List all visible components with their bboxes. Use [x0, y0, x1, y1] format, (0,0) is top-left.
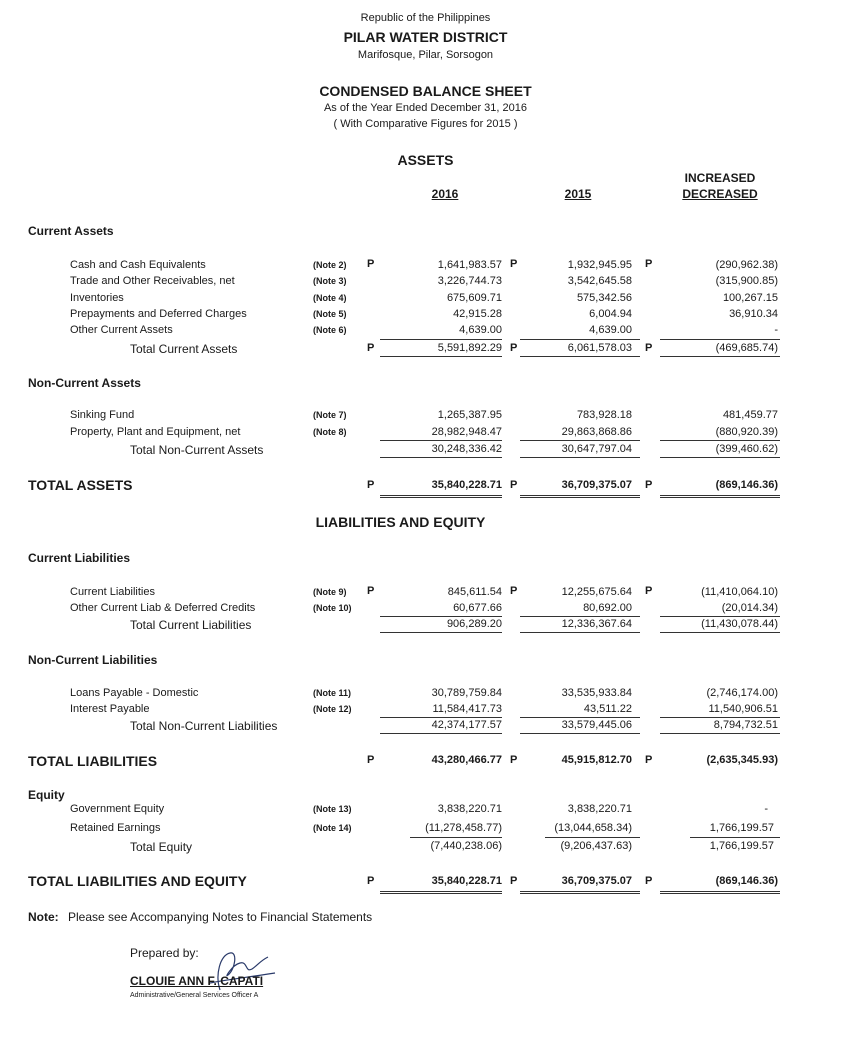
subtotal-rule — [380, 339, 502, 340]
total-rule — [380, 457, 502, 458]
value-2016: 845,611.54 — [447, 586, 502, 598]
district-name: PILAR WATER DISTRICT — [343, 29, 508, 45]
row-label: Interest Payable — [70, 703, 150, 715]
total-assets-label: TOTAL ASSETS — [28, 477, 133, 493]
total-rule — [520, 457, 640, 458]
double-rule — [660, 495, 780, 498]
grand-total-2015: 36,709,375.07 — [561, 875, 632, 887]
total-current-liabilities-label: Total Current Liabilities — [130, 618, 252, 632]
row-note: (Note 6) — [313, 325, 347, 335]
double-rule — [660, 891, 780, 894]
column-2015: 2015 — [564, 187, 592, 201]
total-rule — [520, 733, 640, 734]
comparative-line: ( With Comparative Figures for 2015 ) — [333, 118, 518, 130]
total-current-assets-diff: (469,685.74) — [715, 342, 778, 354]
currency-symbol: P — [510, 342, 518, 354]
total-rule — [520, 632, 640, 633]
currency-symbol: P — [367, 875, 375, 887]
value-diff: (880,920.39) — [715, 426, 778, 438]
row-note: (Note 12) — [313, 704, 352, 714]
value-2016: 1,641,983.57 — [437, 259, 502, 271]
total-equity-label: Total Equity — [130, 840, 193, 854]
total-noncurrent-liabilities-label: Total Non-Current Liabilities — [130, 719, 278, 733]
total-equity-diff: 1,766,199.57 — [709, 840, 774, 852]
current-liabilities-heading: Current Liabilities — [28, 551, 131, 565]
value-2015: 3,838,220.71 — [567, 803, 632, 815]
subtotal-rule — [660, 440, 780, 441]
total-equity-2015: (9,206,437.63) — [560, 840, 632, 852]
currency-symbol: P — [510, 585, 518, 597]
value-2015: 575,342.56 — [576, 292, 632, 304]
total-noncurrent-liabilities-2015: 33,579,445.06 — [561, 719, 632, 731]
currency-symbol: P — [645, 754, 653, 766]
grand-total-diff: (869,146.36) — [715, 875, 778, 887]
value-2016: 675,609.71 — [446, 292, 502, 304]
subtotal-rule — [520, 616, 640, 617]
total-rule — [660, 632, 780, 633]
currency-symbol: P — [367, 258, 375, 270]
total-noncurrent-assets-label: Total Non-Current Assets — [130, 443, 264, 457]
total-rule — [520, 356, 640, 357]
total-liabilities-diff: (2,635,345.93) — [706, 754, 778, 766]
current-assets-heading: Current Assets — [28, 224, 114, 238]
value-2016: 30,789,759.84 — [431, 687, 502, 699]
subtotal-rule — [660, 616, 780, 617]
value-2016: 42,915.28 — [453, 308, 502, 320]
value-2015: 33,535,933.84 — [561, 687, 632, 699]
currency-symbol: P — [645, 479, 653, 491]
noncurrent-liabilities-heading: Non-Current Liabilities — [28, 653, 158, 667]
value-diff: - — [764, 803, 768, 815]
row-note: (Note 13) — [313, 804, 352, 814]
subtotal-rule — [410, 837, 502, 838]
total-assets-2015: 36,709,375.07 — [561, 479, 632, 491]
total-current-assets-2015: 6,061,578.03 — [567, 342, 632, 354]
value-diff: 11,540,906.51 — [708, 703, 778, 715]
total-current-assets-2016: 5,591,892.29 — [437, 342, 502, 354]
row-label: Property, Plant and Equipment, net — [70, 426, 241, 438]
currency-symbol: P — [367, 754, 375, 766]
grand-total-2016: 35,840,228.71 — [431, 875, 502, 887]
republic-line: Republic of the Philippines — [360, 12, 491, 24]
value-2016: 3,226,744.73 — [437, 275, 502, 287]
row-label: Cash and Cash Equivalents — [70, 259, 206, 271]
total-current-liabilities-2016: 906,289.20 — [446, 618, 502, 630]
value-2015: (13,044,658.34) — [554, 822, 632, 834]
value-2015: 4,639.00 — [589, 324, 632, 336]
value-2015: 43,511.22 — [583, 703, 632, 715]
value-2015: 783,928.18 — [576, 409, 632, 421]
subtotal-rule — [660, 339, 780, 340]
liabilities-heading: LIABILITIES AND EQUITY — [315, 514, 486, 530]
preparer-name: CLOUIE ANN F. CAPATI — [130, 974, 264, 988]
total-liabilities-label: TOTAL LIABILITIES — [28, 753, 158, 769]
note-text: Please see Accompanying Notes to Financial Statements — [68, 910, 373, 924]
subtotal-rule — [380, 616, 502, 617]
currency-symbol: P — [645, 585, 653, 597]
value-diff: (315,900.85) — [715, 275, 778, 287]
value-2016: 60,677.66 — [453, 602, 502, 614]
column-2016: 2016 — [431, 187, 459, 201]
subtotal-rule — [520, 440, 640, 441]
prepared-by-label: Prepared by: — [130, 946, 199, 960]
subtotal-rule — [545, 837, 640, 838]
subtotal-rule — [520, 717, 640, 718]
subtotal-rule — [690, 837, 780, 838]
value-2016: 28,982,948.47 — [431, 426, 502, 438]
column-decreased: DECREASED — [682, 187, 758, 201]
subtotal-rule — [380, 440, 502, 441]
total-current-assets-label: Total Current Assets — [130, 342, 238, 356]
district-address: Marifosque, Pilar, Sorsogon — [357, 49, 494, 61]
total-liabilities-2016: 43,280,466.77 — [431, 754, 502, 766]
total-rule — [660, 356, 780, 357]
currency-symbol: P — [510, 754, 518, 766]
value-diff: 36,910.34 — [729, 308, 778, 320]
row-label: Retained Earnings — [70, 822, 161, 834]
row-note: (Note 14) — [313, 823, 352, 833]
total-current-liabilities-2015: 12,336,367.64 — [561, 618, 632, 630]
value-diff: (290,962.38) — [715, 259, 778, 271]
grand-total-label: TOTAL LIABILITIES AND EQUITY — [28, 873, 247, 889]
noncurrent-assets-heading: Non-Current Assets — [28, 376, 141, 390]
value-2015: 80,692.00 — [583, 602, 632, 614]
double-rule — [380, 891, 502, 894]
value-2016: (11,278,458.77) — [425, 822, 502, 834]
row-note: (Note 2) — [313, 260, 347, 270]
value-2016: 1,265,387.95 — [437, 409, 502, 421]
value-2015: 29,863,868.86 — [561, 426, 632, 438]
value-diff: (20,014.34) — [721, 602, 778, 614]
double-rule — [520, 495, 640, 498]
row-label: Trade and Other Receivables, net — [70, 275, 235, 287]
row-note: (Note 3) — [313, 276, 347, 286]
total-assets-diff: (869,146.36) — [715, 479, 778, 491]
row-note: (Note 5) — [313, 309, 347, 319]
total-liabilities-2015: 45,915,812.70 — [561, 754, 632, 766]
total-current-liabilities-diff: (11,430,078.44) — [701, 618, 778, 630]
total-noncurrent-assets-2016: 30,248,336.42 — [431, 443, 502, 455]
currency-symbol: P — [645, 258, 653, 270]
row-label: Government Equity — [70, 803, 165, 815]
total-assets-2016: 35,840,228.71 — [431, 479, 502, 491]
value-diff: - — [774, 324, 778, 336]
double-rule — [380, 495, 502, 498]
total-noncurrent-liabilities-diff: 8,794,732.51 — [713, 719, 778, 731]
value-2016: 11,584,417.73 — [432, 703, 502, 715]
total-rule — [380, 356, 502, 357]
footer-note — [28, 910, 372, 924]
currency-symbol: P — [510, 258, 518, 270]
row-note: (Note 7) — [313, 410, 347, 420]
value-diff: 100,267.15 — [722, 292, 778, 304]
row-label: Prepayments and Deferred Charges — [70, 308, 247, 320]
row-label: Sinking Fund — [70, 409, 135, 421]
currency-symbol: P — [367, 585, 375, 597]
value-diff: 481,459.77 — [722, 409, 778, 421]
value-2016: 3,838,220.71 — [437, 803, 502, 815]
total-rule — [380, 632, 502, 633]
currency-symbol: P — [367, 479, 375, 491]
value-diff: 1,766,199.57 — [709, 822, 774, 834]
total-equity-2016: (7,440,238.06) — [430, 840, 502, 852]
currency-symbol: P — [645, 875, 653, 887]
double-rule — [520, 891, 640, 894]
total-noncurrent-assets-diff: (399,460.62) — [715, 443, 778, 455]
row-label: Inventories — [70, 292, 124, 304]
currency-symbol: P — [510, 875, 518, 887]
row-label: Other Current Assets — [70, 324, 173, 336]
row-note: (Note 11) — [313, 688, 352, 698]
total-noncurrent-liabilities-2016: 42,374,177.57 — [431, 719, 502, 731]
subtotal-rule — [660, 717, 780, 718]
total-rule — [660, 733, 780, 734]
value-2015: 1,932,945.95 — [567, 259, 632, 271]
currency-symbol: P — [367, 342, 375, 354]
row-label: Current Liabilities — [70, 586, 155, 598]
row-label: Other Current Liab & Deferred Credits — [70, 602, 256, 614]
assets-heading: ASSETS — [397, 152, 454, 168]
subtotal-rule — [380, 717, 502, 718]
document-title: CONDENSED BALANCE SHEET — [319, 83, 532, 99]
row-note: (Note 8) — [313, 427, 347, 437]
subtotal-rule — [520, 339, 640, 340]
total-rule — [660, 457, 780, 458]
currency-symbol: P — [645, 342, 653, 354]
value-2015: 12,255,675.64 — [561, 586, 632, 598]
total-noncurrent-assets-2015: 30,647,797.04 — [561, 443, 632, 455]
note-label: Note: — [28, 910, 59, 924]
value-2016: 4,639.00 — [459, 324, 502, 336]
value-diff: (2,746,174.00) — [706, 687, 778, 699]
value-2015: 3,542,645.58 — [567, 275, 632, 287]
preparer-title: Administrative/General Services Officer A — [130, 992, 259, 999]
total-rule — [380, 733, 502, 734]
row-label: Loans Payable - Domestic — [70, 687, 199, 699]
value-2015: 6,004.94 — [589, 308, 632, 320]
column-increased: INCREASED — [684, 171, 756, 185]
row-note: (Note 10) — [313, 603, 352, 613]
value-diff: (11,410,064.10) — [701, 586, 778, 598]
row-note: (Note 9) — [313, 587, 347, 597]
period-line: As of the Year Ended December 31, 2016 — [323, 102, 528, 114]
row-note: (Note 4) — [313, 293, 347, 303]
currency-symbol: P — [510, 479, 518, 491]
equity-heading: Equity — [28, 788, 65, 802]
